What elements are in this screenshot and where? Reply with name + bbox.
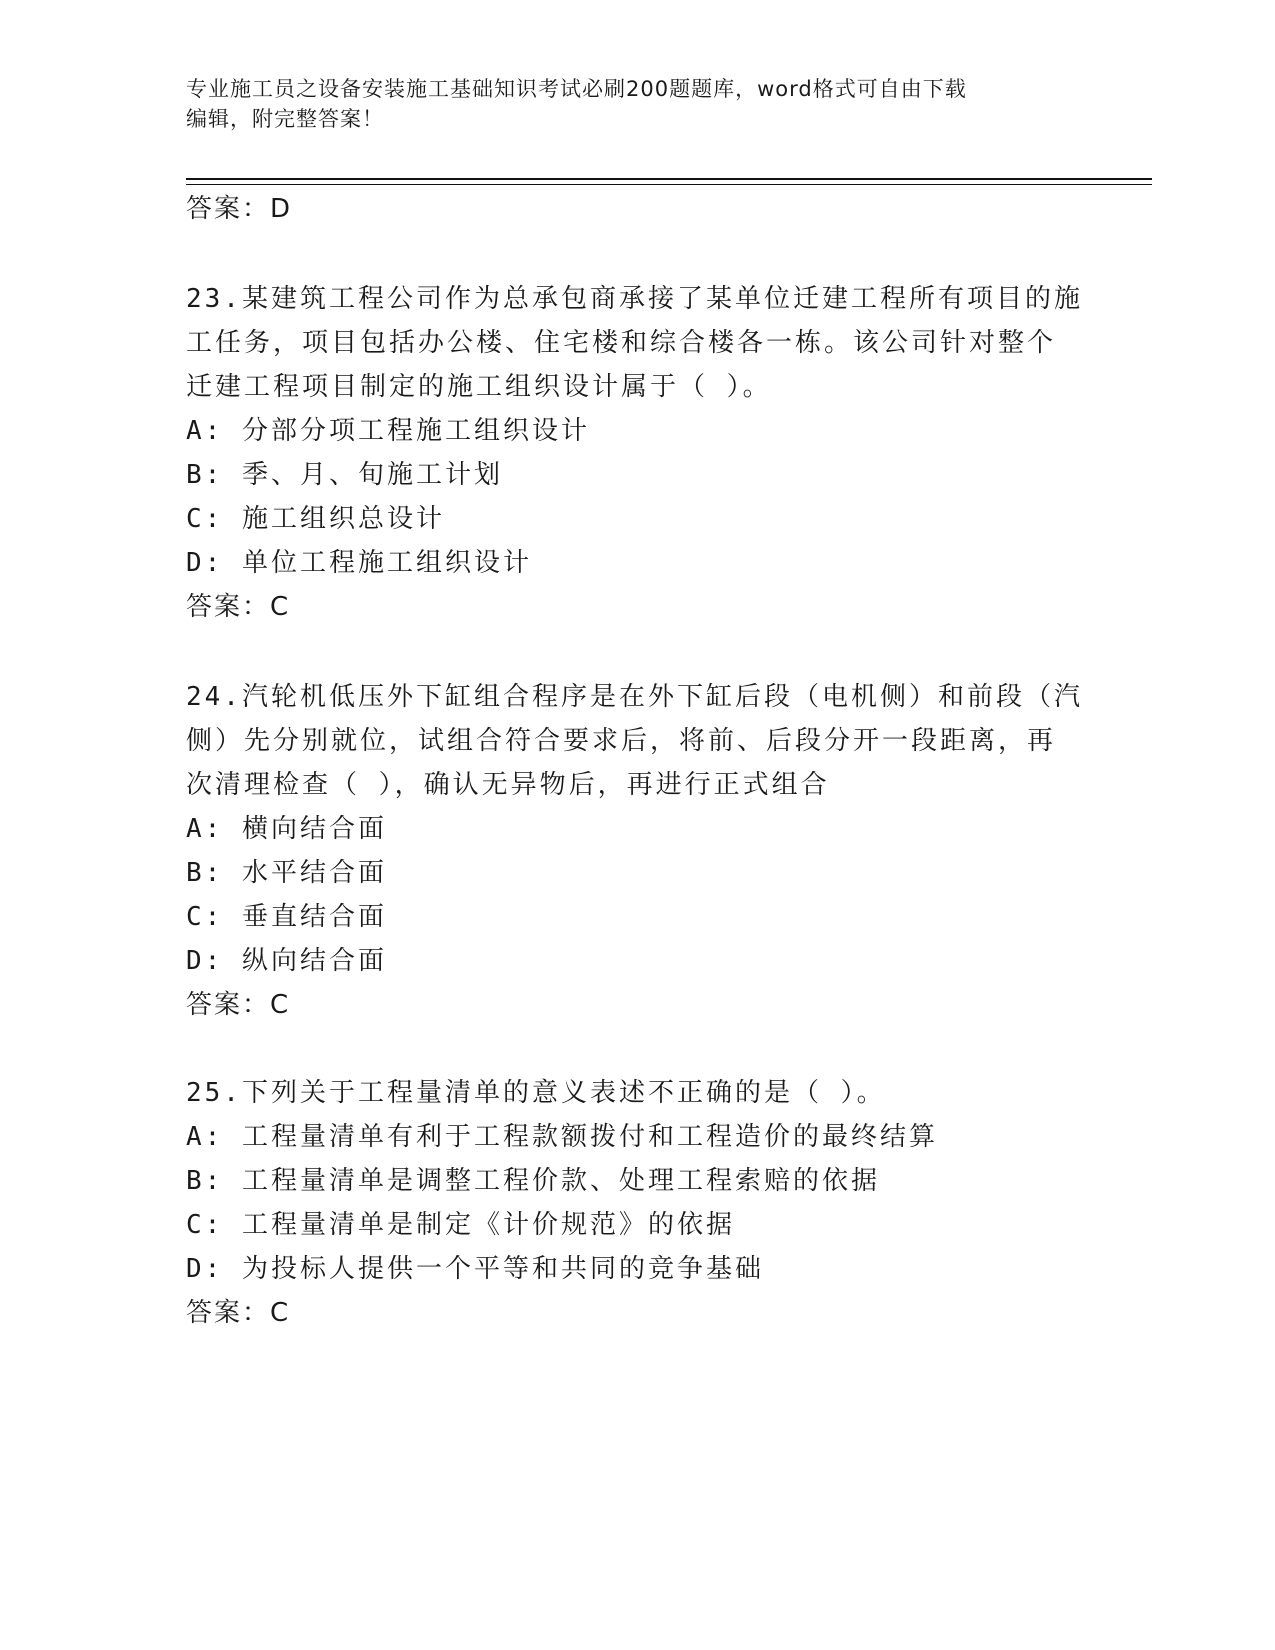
previous-answer: 答案：D [186,194,293,224]
header-line-2: 编辑，附完整答案！ [186,107,384,131]
question-24-option-c: C: 垂直结合面 [186,902,387,932]
header-rule-thin [186,184,1152,185]
question-24-option-b: B: 水平结合面 [186,858,387,888]
question-25-answer: 答案：C [186,1298,291,1328]
question-24-stem-line-1: 24.汽轮机低压外下缸组合程序是在外下缸后段（电机侧）和前段（汽 [186,682,1083,712]
question-23-stem-line-2: 工任务，项目包括办公楼、住宅楼和综合楼各一栋。该公司针对整个 [186,328,1057,358]
question-23-stem-line-3: 迁建工程项目制定的施工组织设计属于（ ）。 [186,372,772,402]
question-23-option-c: C: 施工组织总设计 [186,504,445,534]
question-25-option-b: B: 工程量清单是调整工程价款、处理工程索赔的依据 [186,1166,880,1196]
page-header [186,74,1086,134]
question-25-option-d: D: 为投标人提供一个平等和共同的竞争基础 [186,1254,764,1284]
header-line-1: 专业施工员之设备安装施工基础知识考试必刷200题题库，word格式可自由下载 [186,77,967,101]
question-24-stem-line-2: 侧）先分别就位，试组合符合要求后，将前、后段分开一段距离，再 [186,726,1057,756]
question-23-option-a: A: 分部分项工程施工组织设计 [186,416,590,446]
question-25-option-c: C: 工程量清单是制定《计价规范》的依据 [186,1210,735,1240]
question-24-answer: 答案：C [186,990,291,1020]
header-rule-thick [186,178,1152,180]
question-25-option-a: A: 工程量清单有利于工程款额拨付和工程造价的最终结算 [186,1122,938,1152]
question-24-option-d: D: 纵向结合面 [186,946,387,976]
question-23-answer: 答案：C [186,592,291,622]
question-23-option-d: D: 单位工程施工组织设计 [186,548,532,578]
question-24-option-a: A: 横向结合面 [186,814,387,844]
question-25-stem-line-1: 25.下列关于工程量清单的意义表述不正确的是（ ）。 [186,1078,886,1108]
question-24-stem-line-3: 次清理检查（ ），确认无异物后，再进行正式组合 [186,770,830,800]
question-23-stem-line-1: 23.某建筑工程公司作为总承包商承接了某单位迁建工程所有项目的施 [186,284,1083,314]
question-23-option-b: B: 季、月、旬施工计划 [186,460,503,490]
